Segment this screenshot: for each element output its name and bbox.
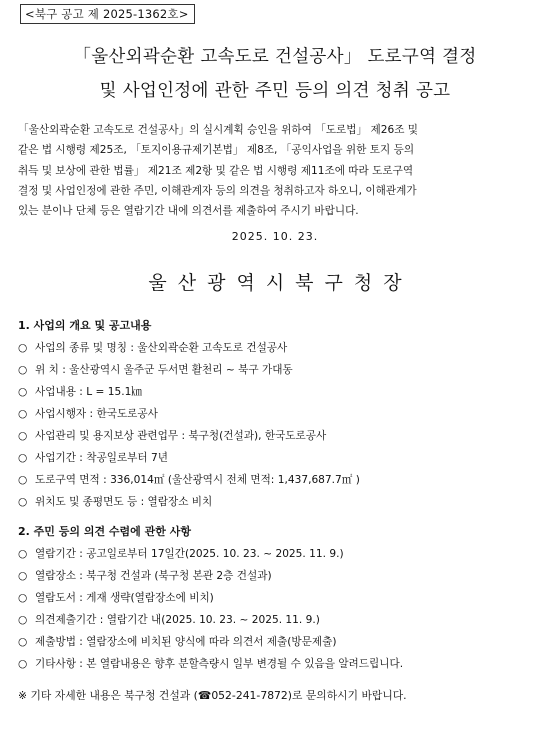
section-title: 1. 사업의 개요 및 공고내용 — [18, 319, 152, 332]
list-item — [18, 337, 538, 359]
intro-line: 같은 법 시행령 제25조, 「토지이용규제기본법」 제8조, 「공익사업을 위한 토지 등의 — [18, 144, 415, 157]
list-item-text: 열람기간 : 공고일로부터 17일간(2025. 10. 23. ~ 2025. 11. 9.) — [35, 548, 344, 560]
list-item — [18, 359, 538, 381]
circle-bullet-icon: ○ — [18, 430, 28, 442]
circle-bullet-icon: ○ — [18, 658, 28, 670]
circle-bullet-icon: ○ — [18, 386, 28, 398]
list-item — [18, 381, 538, 403]
list-item — [18, 543, 538, 565]
circle-bullet-icon: ○ — [18, 496, 28, 508]
circle-bullet-icon: ○ — [18, 592, 28, 604]
list-item — [18, 491, 538, 513]
page-title — [0, 40, 550, 108]
list-item-text: 사업기간 : 착공일로부터 7년 — [35, 452, 168, 464]
list-item-text: 기타사항 : 본 열람내용은 향후 분할측량시 일부 변경될 수 있음을 알려드립니다. — [35, 658, 404, 670]
circle-bullet-icon: ○ — [18, 570, 28, 582]
section-title: 2. 주민 등의 의견 수렴에 관한 사항 — [18, 525, 191, 538]
circle-bullet-icon: ○ — [18, 364, 28, 376]
list-item-text: 사업의 종류 및 명칭 : 울산외곽순환 고속도로 건설공사 — [35, 342, 288, 354]
list-item — [18, 587, 538, 609]
list-item — [18, 565, 538, 587]
intro-line: 「울산외곽순환 고속도로 건설공사」의 실시계획 승인을 위하여 「도로법」 제26조 및 — [18, 124, 419, 136]
list-item-text: 위치도 및 종평면도 등 : 열람장소 비치 — [35, 496, 213, 508]
intro-line: 취득 및 보상에 관한 법률」 제21조 제2항 및 같은 법 시행령 제11조에 따라 도로구역 — [18, 164, 414, 177]
list-item-text: 사업시행자 : 한국도로공사 — [35, 408, 158, 420]
circle-bullet-icon: ○ — [18, 548, 28, 560]
list-item-text: 열람도서 : 게재 생략(열람장소에 비치) — [35, 592, 214, 604]
list-item-text: 제출방법 : 열람장소에 비치된 양식에 따라 의견서 제출(방문제출) — [35, 636, 337, 648]
title-line: 「울산외곽순환 고속도로 건설공사」 도로구역 결정 — [73, 47, 477, 67]
list-item-text: 도로구역 면적 : 336,014㎡ (울산광역시 전체 면적: 1,437,687.7㎡ ) — [35, 474, 360, 486]
list-item-text: 위 치 : 울산광역시 울주군 두서면 활천리 ~ 북구 가대동 — [35, 364, 293, 376]
circle-bullet-icon: ○ — [18, 636, 28, 648]
contact-footnote: ※ 기타 자세한 내용은 북구청 건설과 (☎052-241-7872)로 문의하시기 바랍니다. — [18, 689, 407, 702]
list-item-text: 사업관리 및 용지보상 관련업무 : 북구청(건설과), 한국도로공사 — [35, 430, 327, 442]
section-opinion-collection — [18, 522, 538, 675]
intro-line: 있는 분이나 단체 등은 열람기간 내에 의견서를 제출하여 주시기 바랍니다. — [18, 205, 359, 218]
list-item-text: 열람장소 : 북구청 건설과 (북구청 본관 2층 건설과) — [35, 570, 272, 582]
circle-bullet-icon: ○ — [18, 342, 28, 354]
list-item — [18, 447, 538, 469]
list-item — [18, 403, 538, 425]
title-line: 및 사업인정에 관한 주민 등의 의견 청취 공고 — [99, 81, 451, 101]
section-project-overview — [18, 316, 538, 513]
list-item-text: 의견제출기간 : 열람기간 내(2025. 10. 23. ~ 2025. 11. 9.) — [35, 614, 320, 626]
circle-bullet-icon: ○ — [18, 408, 28, 420]
list-item-text: 사업내용 : L = 15.1㎞ — [35, 386, 142, 398]
list-item — [18, 631, 538, 653]
notice-number: <북구 공고 제 2025-1362호> — [20, 4, 195, 24]
intro-line: 결정 및 사업인정에 관한 주민, 이해관계자 등의 의견을 청취하고자 하오니, 이해관계가 — [18, 184, 417, 197]
list-item — [18, 425, 538, 447]
issuer: 울산광역시북구청장 — [148, 272, 413, 294]
circle-bullet-icon: ○ — [18, 474, 28, 486]
list-item — [18, 469, 538, 491]
notice-date: 2025. 10. 23. — [231, 230, 319, 243]
intro-paragraph — [18, 120, 534, 221]
circle-bullet-icon: ○ — [18, 452, 28, 464]
list-item — [18, 653, 538, 675]
list-item — [18, 609, 538, 631]
circle-bullet-icon: ○ — [18, 614, 28, 626]
